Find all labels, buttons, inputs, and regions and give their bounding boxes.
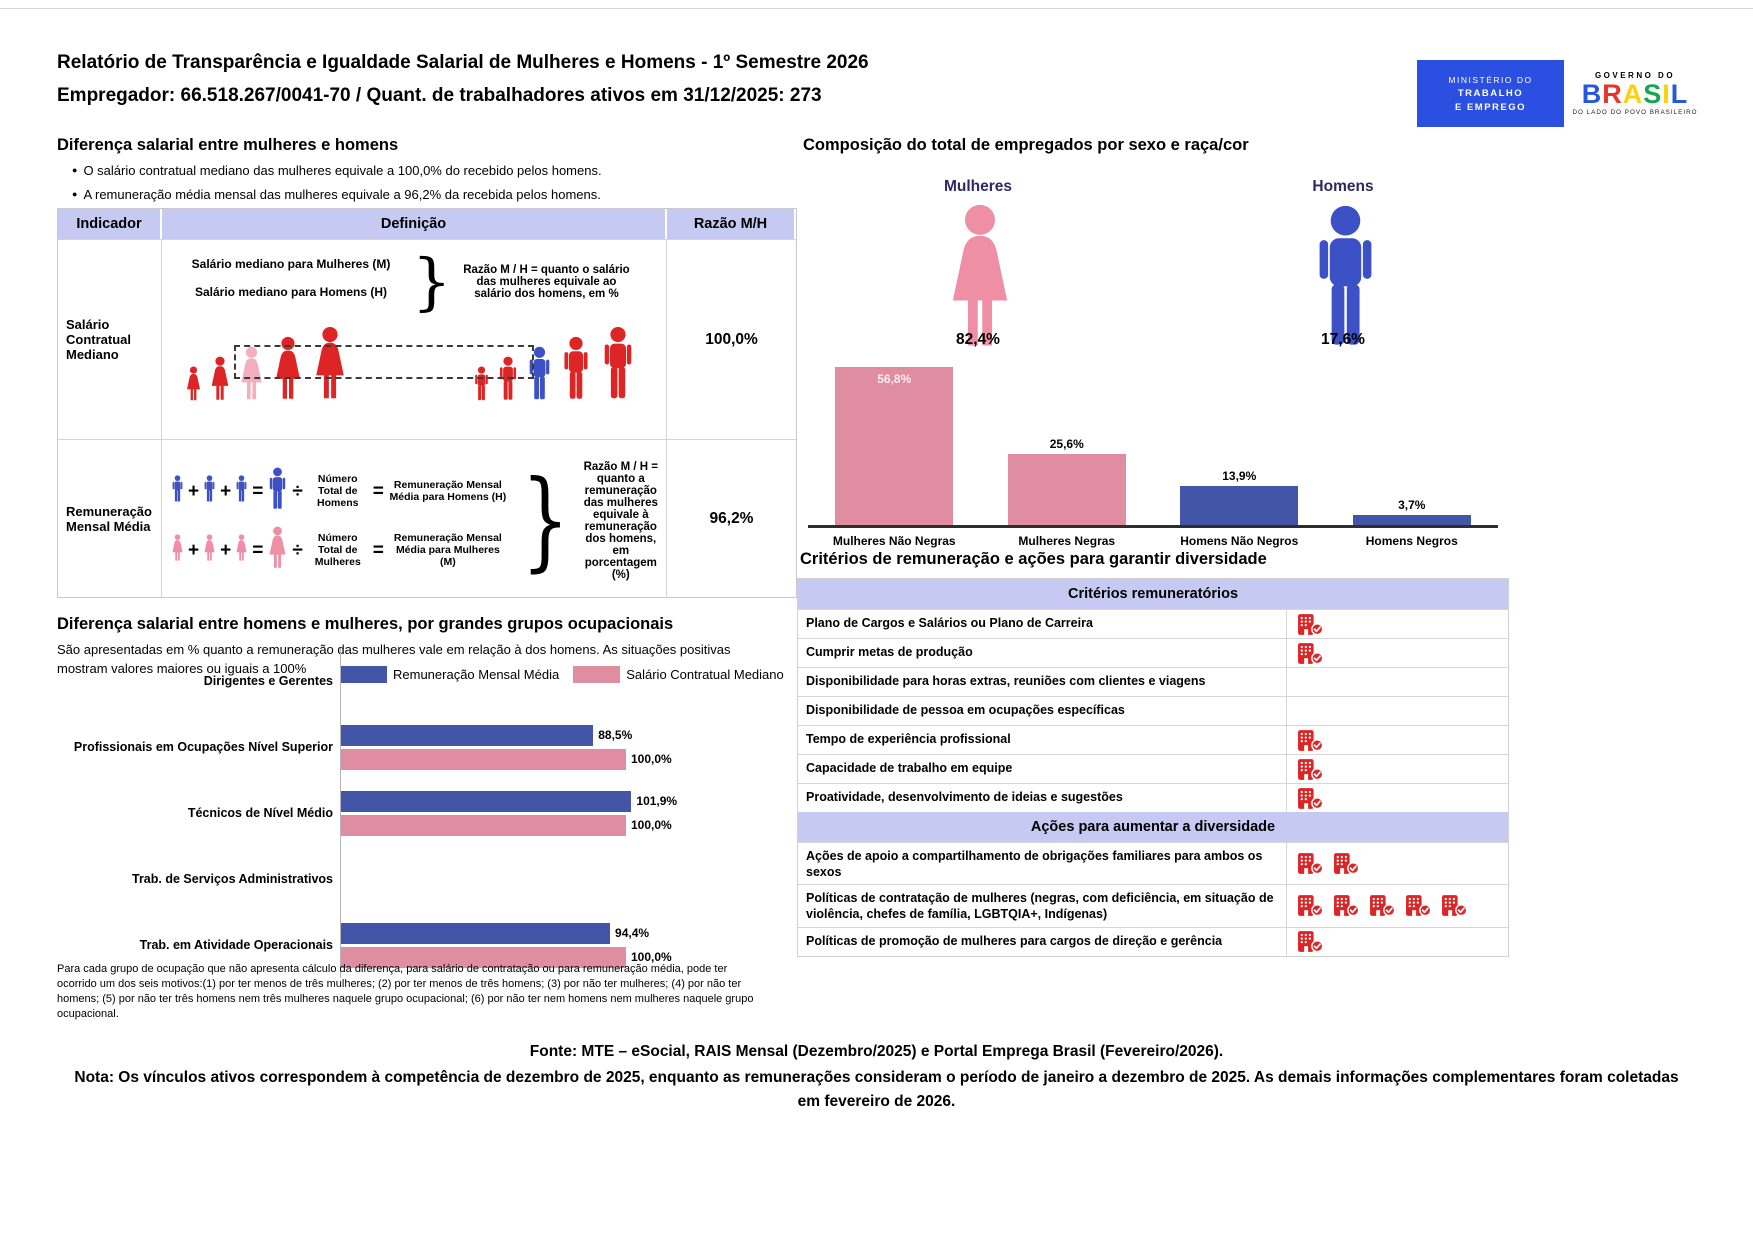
col-header-indicador: Indicador [58,209,162,239]
criteria-check-icons [1286,610,1508,638]
legend-label: Salário Contratual Mediano [626,667,784,682]
man-figure-icon [559,336,593,402]
company-check-icon [1369,894,1396,917]
formula-line-woman [170,526,509,575]
operator-=: = [252,480,264,502]
report-subtitle-employer: Empregador: 66.518.267/0041-70 / Quant. de trabalhadores ativos em 31/12/2025: 273 [57,85,822,106]
occupation-row [57,648,769,714]
legend-label: Remuneração Mensal Média [393,667,560,682]
man-figure [202,475,217,508]
salary-gap-bullets [72,163,602,211]
criteria-check-icons [1286,885,1508,926]
bar-value-label: 101,9% [636,794,678,808]
section-heading-salary-gap: Diferença salarial entre mulheres e homens [57,136,399,154]
occupation-bar-chart [57,648,769,978]
woman-figure-icon [208,356,232,402]
criteria-row [798,696,1508,725]
bullet-icon: ● [72,165,78,175]
report-title: Relatório de Transparência e Igualdade Salarial de Mulheres e Homens - 1º Semestre 2026 [57,52,869,73]
bullet-average-pay: ● A remuneração média mensal das mulheres equivale a 96,2% da recebida pelos homens. [72,187,601,202]
bar-line [341,923,769,944]
gov-logo-top: GOVERNO DO [1594,71,1676,80]
bar [341,815,626,836]
occupation-row [57,714,769,780]
company-check-icon [1333,852,1360,875]
operator-+: + [220,539,232,561]
criteria-check-icons [1286,755,1508,783]
criteria-row [798,783,1508,812]
formula-divisor: Número Total de Mulheres [314,531,361,569]
operator-+: + [220,480,232,502]
operator-÷: ÷ [292,539,303,561]
indicator-table [57,208,797,598]
bar [1180,486,1298,525]
row-average-pay-indicator: Remuneração Mensal Média [58,439,162,597]
bar [341,725,593,746]
median-women-line: Salário mediano para Mulheres (M) [191,257,391,271]
criteria-label: Disponibilidade para horas extras, reuniões com clientes e viagens [806,674,1206,688]
woman-figure [170,534,185,567]
median-ratio-note: Razão M / H = quanto o salário das mulheres equivale ao salário dos homens, em % [463,263,630,300]
occupation-chart-footnote: Para cada grupo de ocupação que não apresenta cálculo da diferença, para salário de contratação ou para remuneração média, pode ter ocorrido um dos seis motivos:(1) por ter menos de três mulheres; (2) por ter menos de três homens; (3) por não ter mulheres; (4) por não ter homens; (5) por não ter três homens nem três mulheres naquele grupo ocupacional; (6) por não ter nem homens nem mulheres naquele grupo ocupacional. [57,963,754,1020]
criteria-label: Cumprir metas de produção [806,645,973,659]
median-definition-lines [172,250,410,313]
criteria-row [798,842,1508,884]
women-label: Mulheres [943,178,1013,195]
criteria-table [797,578,1509,957]
bar [341,923,610,944]
men-total-percentage: 17,6% [1321,331,1365,348]
gov-letter: L [1670,79,1689,109]
man-figure [266,467,289,516]
criteria-row [798,609,1508,638]
criteria-label: Disponibilidade de pessoa em ocupações específicas [806,703,1125,717]
mte-logo [1417,60,1564,127]
bar-value-label: 13,9% [1222,469,1257,484]
col-header-razao: Razão M/H [667,209,796,239]
formula-divisor: Número Total de Homens [317,472,359,510]
woman-figure-icon [170,534,185,562]
gov-brasil-wordmark [1582,81,1689,108]
bar-line [341,725,769,746]
operator-÷: ÷ [292,480,303,502]
man-figure-icon [1307,204,1384,352]
bar-value-label: 56,8% [877,372,912,387]
occupation-bars-area [340,648,769,714]
population-pictogram [172,323,660,407]
woman-figure [234,534,249,567]
occupation-row [57,780,769,846]
man-figure-icon [234,475,249,503]
operator-=: = [252,539,264,561]
section-heading-occupation-chart: Diferença salarial entre homens e mulheres, por grandes grupos ocupacionais [57,615,674,633]
man-figure-icon [266,467,289,511]
section-heading-criteria: Critérios de remuneração e ações para garantir diversidade [800,550,1267,568]
criteria-label: Políticas de contratação de mulheres (negras, com deficiência, em situação de violência, chefes de família, LGBTQIA+, Indígenas) [806,891,1274,921]
bullet-icon: ● [72,189,78,199]
composition-category-labels [808,534,1498,548]
woman-figure [184,366,203,407]
company-check-icon [1297,729,1324,752]
criteria-check-icons [1286,843,1508,884]
criteria-check-icons [1286,668,1508,696]
footer-source: Fonte: MTE – eSocial, RAIS Mensal (Dezembro/2025) e Portal Emprega Brasil (Fevereiro/2026). [529,1043,1224,1060]
gov-letter: I [1662,79,1671,109]
row-median-salary-indicator: Salário Contratual Mediano [58,239,162,439]
occupation-chart-subtitle: São apresentadas em % quanto a remuneração das mulheres vale em relação à dos homens. As situações positivas mostram valores maiores ou iguais a 100% [57,642,731,676]
man-figure-icon [202,475,217,503]
woman-figure [202,534,217,567]
occupation-bars-area [340,846,769,912]
criteria-check-icons [1286,784,1508,812]
average-pay-formulas [170,467,509,575]
criteria-row [798,927,1508,956]
composition-category-label: Mulheres Não Negras [832,534,956,548]
woman-figure [208,356,232,407]
average-pay-ratio-value: 96,2% [667,439,796,597]
gov-brasil-logo [1564,60,1706,127]
woman-figure-icon [234,534,249,562]
women-total-percentage: 82,4% [956,331,1000,348]
company-check-icon [1297,852,1324,875]
men-label: Homens [1312,178,1374,195]
bar [1353,515,1471,525]
gov-logo-bottom: DO LADO DO POVO BRASILEIRO [1572,109,1698,116]
formula-result: Remuneração Mensal Média para Homens (H) [389,478,507,503]
composition-bar-group [981,437,1154,525]
composition-category-label: Homens Negros [1365,534,1458,548]
median-salary-ratio-value: 100,0% [667,239,796,439]
company-check-icon [1405,894,1432,917]
median-definition-top [172,244,660,318]
criteria-label: Tempo de experiência profissional [806,732,1011,746]
company-check-icon [1297,787,1324,810]
criteria-row [798,725,1508,754]
composition-category-label: Mulheres Negras [1018,534,1116,548]
operator-=: = [372,539,384,561]
criteria-row [798,667,1508,696]
gov-letter: A [1622,79,1644,109]
gov-letter: R [1602,79,1623,109]
man-figure [559,336,593,407]
criteria-label: Proatividade, desenvolvimento de ideias e sugestões [806,790,1123,804]
occupation-bars-area [340,780,769,846]
woman-figure-icon [184,366,203,402]
criteria-check-icons [1286,639,1508,667]
mte-logo-line1: MINISTÉRIO DO [1448,74,1533,85]
criteria-check-icons [1286,928,1508,956]
occupation-category-label: Técnicos de Nível Médio [187,805,333,820]
occupation-bars-area [340,714,769,780]
report-header [57,52,869,107]
gov-letter: B [1581,79,1603,109]
criteria-label: Capacidade de trabalho em equipe [806,761,1013,775]
criteria-row [798,884,1508,926]
occupation-category-label: Profissionais em Ocupações Nível Superior [73,739,333,754]
brace-icon: } [521,457,570,583]
bar-value-label: 25,6% [1049,436,1084,451]
woman-figure [266,526,289,575]
occupation-category-label: Dirigentes e Gerentes [203,673,333,688]
woman-figure-icon [202,534,217,562]
bar-value-label: 3,7% [1398,497,1426,512]
composition-category-label: Homens Não Negros [1180,534,1299,548]
operator-+: + [188,480,200,502]
report-footer [0,1040,1753,1114]
bar-value-label: 94,4% [615,926,650,940]
man-figure [234,475,249,508]
composition-bar-group [808,367,981,525]
occupation-row [57,846,769,912]
brace-icon: } [412,244,452,318]
criteria-check-icons [1286,697,1508,725]
occupation-category-label: Trab. em Atividade Operacionais [139,937,333,952]
occupation-category-label: Trab. de Serviços Administrativos [132,871,333,886]
criteria-label: Ações de apoio a compartilhamento de obrigações familiares para ambos os sexos [806,849,1263,879]
criteria-row [798,754,1508,783]
bar [1008,454,1126,525]
bar-line [341,749,769,770]
section-heading-composition: Composição do total de empregados por sexo e raça/cor [803,136,1249,154]
man-figure [170,475,185,508]
criteria-check-icons [1286,726,1508,754]
bar [835,367,953,525]
company-check-icon [1297,642,1324,665]
man-figure-icon [170,475,185,503]
mte-logo-line2: TRABALHO [1457,87,1524,99]
company-check-icon [1441,894,1468,917]
median-men-line: Salário mediano para Homens (H) [194,285,388,299]
criteria-label: Políticas de promoção de mulheres para cargos de direção e gerência [806,933,1223,948]
criteria-label: Plano de Cargos e Salários ou Plano de Carreira [806,616,1093,630]
operator-=: = [372,480,384,502]
bar-value-label: 100,0% [631,752,672,766]
bar-value-label: 100,0% [631,950,672,964]
bar-line [341,791,769,812]
composition-bar-chart [808,368,1498,528]
company-check-icon [1297,758,1324,781]
composition-bar-group [1326,498,1499,525]
top-divider [0,8,1753,9]
company-check-icon [1297,894,1324,917]
bullet-median-salary: ● O salário contratual mediano das mulheres equivale a 100,0% do recebido pelos homens. [72,163,602,178]
criteria-section-header: Critérios remuneratórios [798,579,1508,609]
row-average-pay-definition [162,439,667,597]
operator-+: + [188,539,200,561]
row-median-salary-definition [162,239,667,439]
col-header-definicao: Definição [162,209,667,239]
woman-figure-icon [266,526,289,570]
median-comparison-dashed-box [234,345,534,379]
man-figure [598,326,638,407]
bar [341,749,626,770]
company-check-icon [1297,613,1324,636]
composition-bar-group [1153,469,1326,525]
company-check-icon [1297,930,1324,953]
criteria-section-header: Ações para aumentar a diversidade [798,812,1508,842]
logos [1417,60,1706,127]
formula-line-man [170,467,509,516]
company-check-icon [1333,894,1360,917]
gov-letter: S [1643,79,1663,109]
bar [341,791,631,812]
mte-logo-line3: E EMPREGO [1454,101,1527,113]
criteria-row [798,638,1508,667]
average-ratio-note: Razão M / H = quanto a remuneração das mulheres equivale à remuneração dos homens, em porcentagem (%) [583,460,659,581]
bar-line [341,815,769,836]
footer-note: Nota: Os vínculos ativos correspondem à competência de dezembro de 2025, enquanto as remunerações consideram o período de janeiro a dezembro de 2025. As demais informações complementares foram coletadas em fevereiro de 2026. [74,1069,1679,1111]
bar-value-label: 100,0% [631,818,672,832]
bar-value-label: 88,5% [598,728,633,742]
formula-result: Remuneração Mensal Média para Mulheres (M) [393,531,502,569]
man-figure-icon [598,326,638,402]
